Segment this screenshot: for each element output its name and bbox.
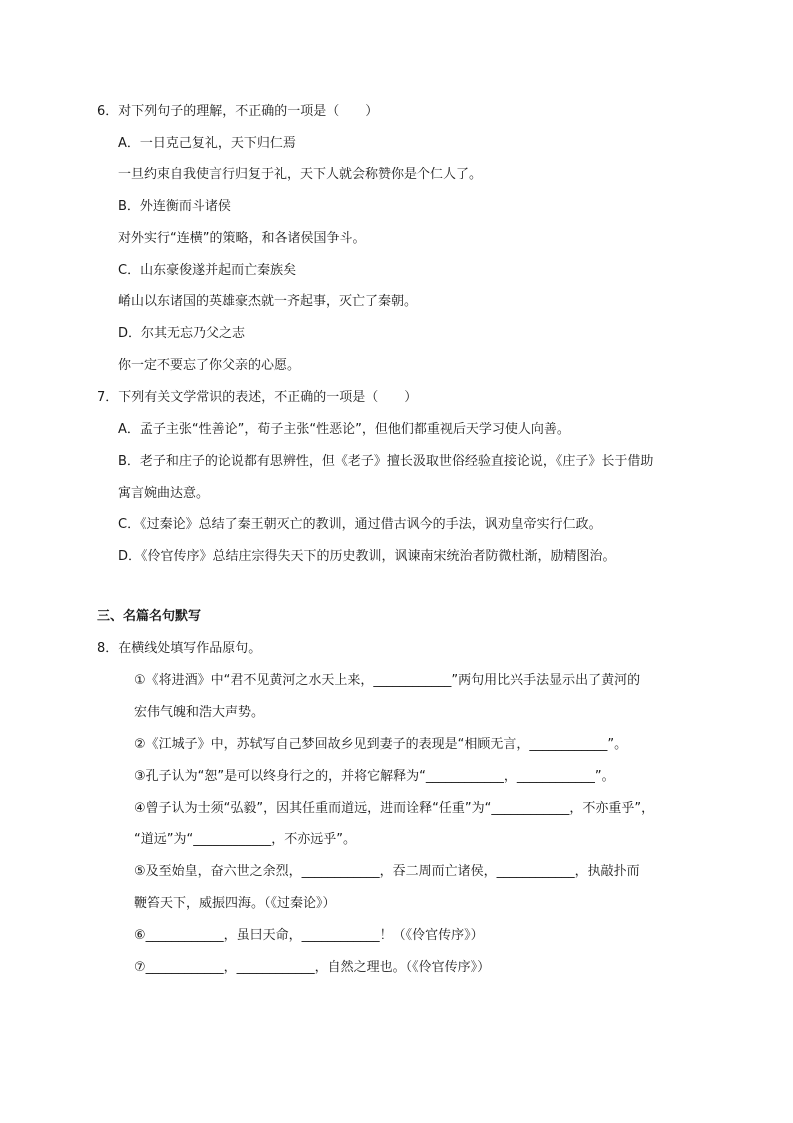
q7-option-b-line1: B．老子和庄子的论说都有思辨性，但《老子》擅长汲取世俗经验直接论说，《庄子》长于借助 xyxy=(118,454,654,469)
q8-item-3: ③孔子认为“恕”是可以终身行之的，并将它解释为“____________，____________”。 xyxy=(134,769,615,784)
q6-option-b-explanation: 对外实行“连横”的策略，和各诸侯国争斗。 xyxy=(118,231,366,246)
q6-option-c: C．山东豪俊遂并起而亡秦族矣 xyxy=(118,263,297,278)
q8-item-5-line2: 鞭笞天下，威振四海。（《过秦论》） xyxy=(134,896,336,911)
q8-stem: 8．在横线处填写作品原句。 xyxy=(97,641,262,656)
q6-option-d: D．尔其无忘乃父之志 xyxy=(118,326,246,341)
q8-item-7: ⑦____________，____________，自然之理也。（《伶官传序》） xyxy=(134,960,491,975)
q8-item-2: ②《江城子》中，苏轼写自己梦回故乡见到妻子的表现是“相顾无言，____________”。 xyxy=(134,737,628,752)
q7-option-b-line2: 寓言婉曲达意。 xyxy=(118,486,210,501)
q6-stem: 6．对下列句子的理解，不正确的一项是（ ） xyxy=(97,104,379,119)
q7-option-c: C．《过秦论》总结了秦王朝灭亡的教训，通过借古讽今的手法，讽劝皇帝实行仁政。 xyxy=(118,517,602,532)
section-3-title: 三、名篇名句默写 xyxy=(97,609,202,624)
q7-option-a: A．孟子主张“性善论”，荀子主张“性恶论”，但他们都重视后天学习使人向善。 xyxy=(118,422,570,437)
q8-item-5-line1: ⑤及至始皇，奋六世之余烈，____________，吞二周而亡诸侯，____________，执敲扑而 xyxy=(134,864,640,879)
q6-option-d-explanation: 你一定不要忘了你父亲的心愿。 xyxy=(118,358,301,373)
q7-stem: 7．下列有关文学常识的表述，不正确的一项是（ ） xyxy=(97,390,418,405)
q8-item-6: ⑥____________，虽曰天命，____________！（《伶官传序》） xyxy=(134,928,484,943)
q8-item-1-line1: ①《将进酒》中“君不见黄河之水天上来，____________”两句用比兴手法显示出了黄河的 xyxy=(134,673,641,688)
q8-item-1-line2: 宏伟气魄和浩大声势。 xyxy=(134,705,265,720)
q6-option-b: B．外连衡而斗诸侯 xyxy=(118,199,231,214)
q8-item-4-line2: “道远”为“____________，不亦远乎”。 xyxy=(134,832,356,847)
q8-item-4-line1: ④曾子认为士须“弘毅”，因其任重而道远，进而诠释“任重”为“____________，不亦重乎”， xyxy=(134,801,655,816)
q6-option-a-explanation: 一旦约束自我使言行归复于礼，天下人就会称赞你是个仁人了。 xyxy=(118,167,483,182)
q7-option-d: D．《伶官传序》总结庄宗得失天下的历史教训，讽谏南宋统治者防微杜渐，励精图治。 xyxy=(118,549,616,564)
q6-option-a: A．一日克己复礼，天下归仁焉 xyxy=(118,136,296,151)
q6-option-c-explanation: 崤山以东诸国的英雄豪杰就一齐起事，灭亡了秦朝。 xyxy=(118,294,418,309)
